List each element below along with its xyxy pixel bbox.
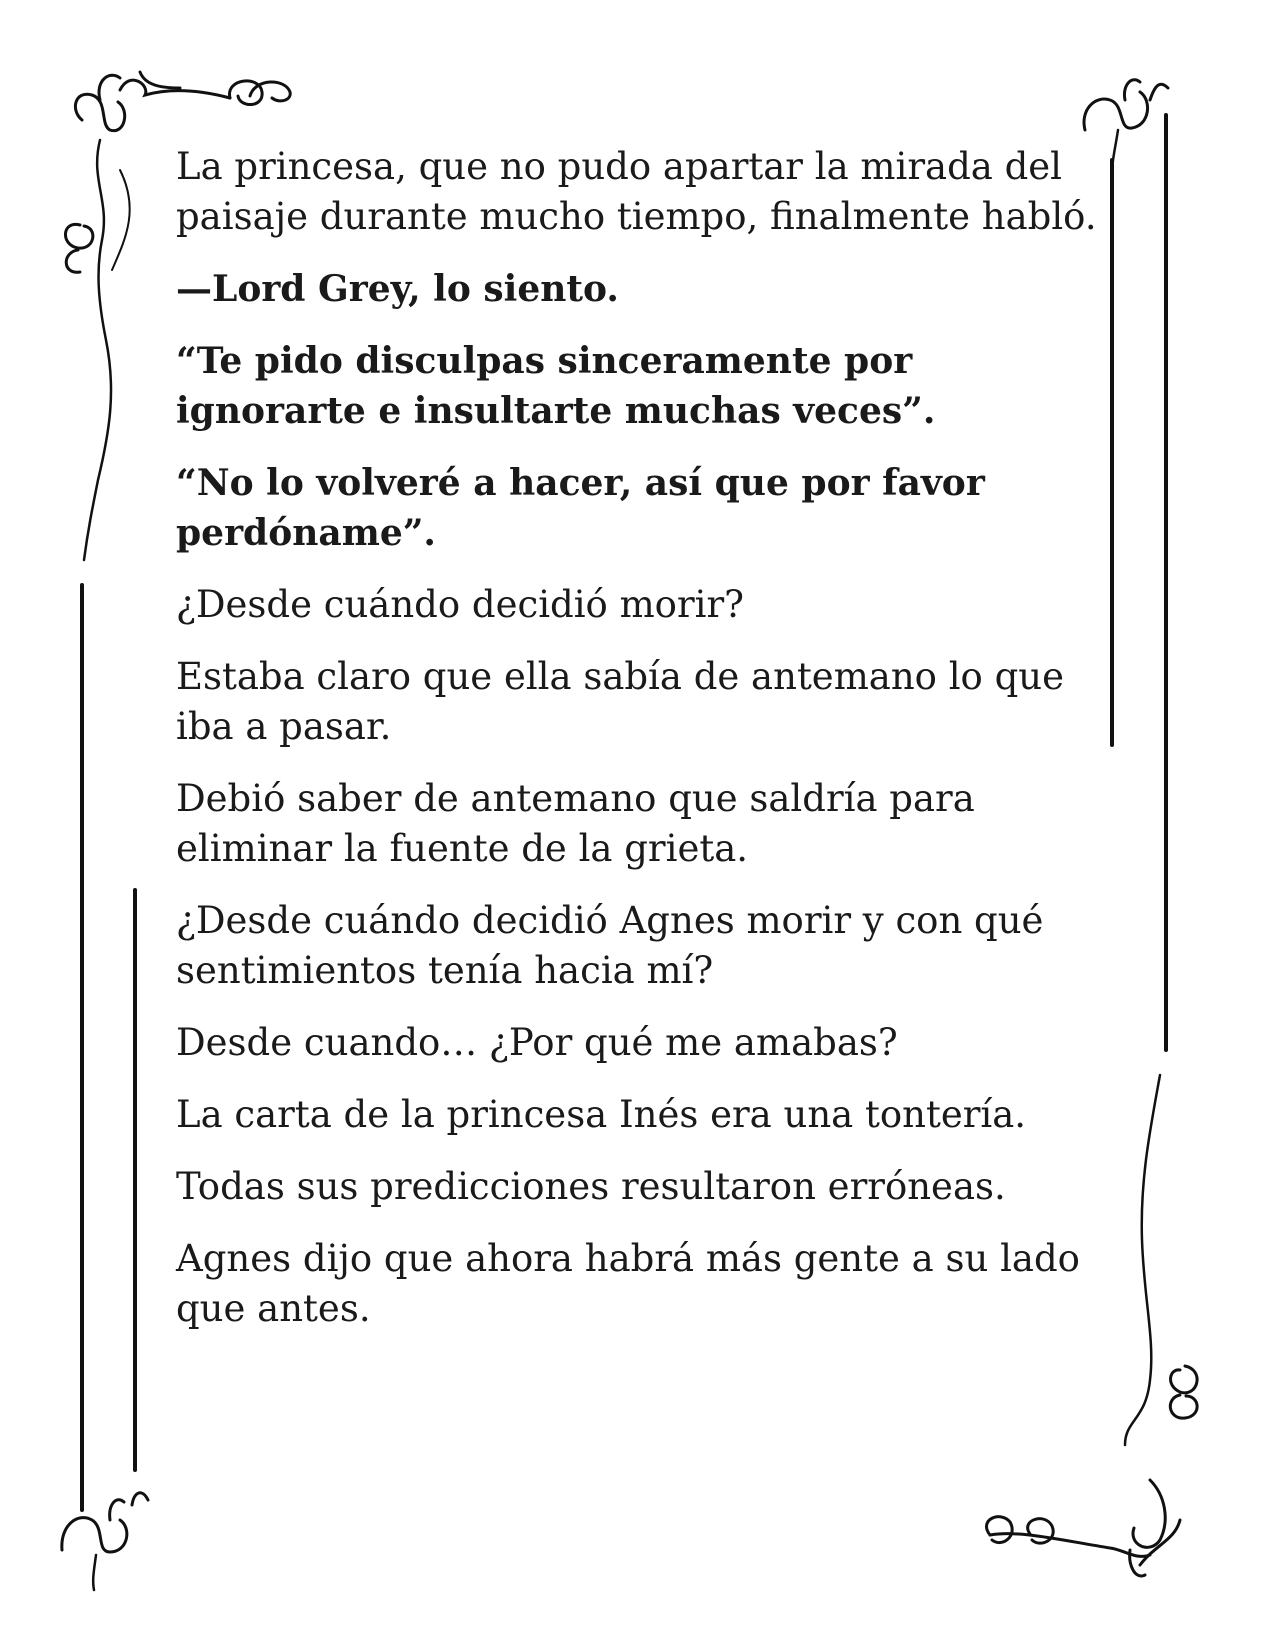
paragraph: ¿Desde cuándo decidió Agnes morir y con qué sentimientos tenía hacia mí? [176, 899, 1044, 992]
bottom-left-flourish [62, 1493, 148, 1590]
paragraph: Desde cuando… ¿Por qué me amabas? [176, 1021, 898, 1064]
paragraph: Debió saber de antemano que saldría para eliminar la fuente de la grieta. [176, 777, 975, 870]
paragraph: Todas sus predicciones resultaron erróneas. [176, 1165, 1006, 1208]
paragraph: La carta de la princesa Inés era una tontería. [176, 1093, 1027, 1136]
paragraph: Estaba claro que ella sabía de antemano lo que iba a pasar. [176, 655, 1064, 748]
paragraph: ¿Desde cuándo decidió morir? [176, 583, 744, 626]
paragraph: Agnes dijo que ahora habrá más gente a su lado que antes. [176, 1237, 1080, 1330]
body-text [176, 142, 1106, 1356]
paragraph: “No lo volveré a hacer, así que por favor perdóname”. [176, 462, 985, 554]
paragraph: —Lord Grey, lo siento. [176, 268, 619, 310]
paragraph: “Te pido disculpas sinceramente por ignorarte e insultarte muchas veces”. [176, 340, 936, 432]
paragraph: La princesa, que no pudo apartar la mirada del paisaje durante mucho tiempo, finalmente habló. [176, 145, 1097, 238]
